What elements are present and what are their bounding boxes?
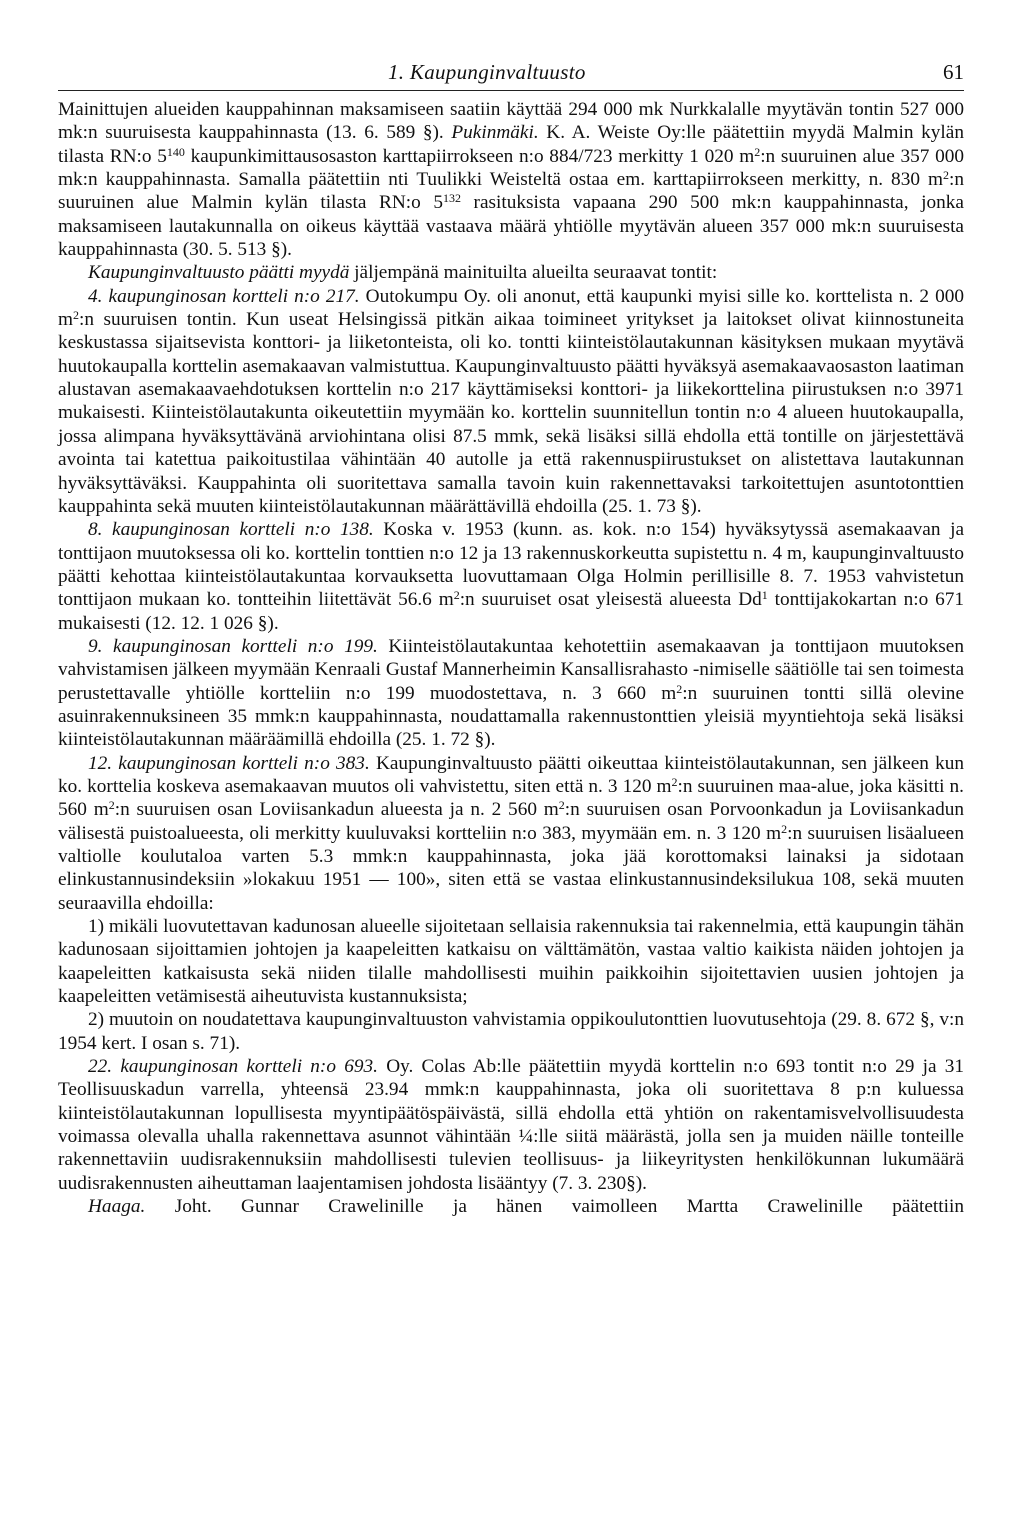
superscript: 2	[781, 821, 788, 836]
text-run: tonttijakokartan n:o 671 mukaisesti (12. 12. 1 026 §).	[58, 589, 965, 634]
superscript: 1	[761, 588, 768, 603]
superscript: 2	[108, 798, 115, 813]
italic-heading: 4. kaupunginosan kortteli n:o 217.	[88, 285, 360, 307]
text-run: Kaupunginvaltuusto päätti oikeuttaa kiinteistölautakunnan, sen jälkeen kun ko. korttelia koskeva asemakaavan muutos oli vahvistettu, siten että n. 3 120 m	[58, 752, 964, 797]
paragraph	[58, 915, 964, 1008]
italic-heading: Kaupunginvaltuusto päätti myydä	[88, 262, 350, 284]
paragraph	[58, 98, 964, 261]
text-run: Koska v. 1953 (kunn. as. kok. n:o 154) hyväksytyssä asemakaavan ja tonttijaon muutoksessa oli ko. korttelin tonttien n:o 12 ja 13 rakennuskorkeutta supistettu n. 4 m, kaupunginvaltuusto päätti kehottaa kiinteistölautakuntaa korvauksetta luovuttamaan Olga Holmin perillisille 8. 7. 1953 vahvistetun tonttijaon mukaan ko. tontteihin liitettävät 56.6 m	[58, 519, 964, 611]
italic-heading: 9. kaupunginosan kortteli n:o 199.	[88, 635, 378, 657]
paragraph	[58, 1195, 964, 1218]
text-run: rasituksista vapaana 290 500 mk:n kauppahinnasta, jonka maksamiseen lautakunnalla on oikeus käyttää vastaava määrä yhtiölle myytävän alueen 357 000 mk:n suuruisesta kauppahinnasta (30. 5. 513 §).	[58, 192, 964, 261]
text-run: 1) mikäli luovutettavan kadunosan alueelle sijoitetaan sellaisia rakennuksia tai rakennelmia, että kaupungin tähän kadunosaan sijoittamien johtojen ja kaapeleitten katkaisu on välttämätön, vastaa valtio kaikista näiden johtojen ja kaapeleitten katkaisusta sekä niiden tilalle mahdollisesti muihin paikkoihin sijoitettavien uusien johtojen ja kaapeleitten vetämisestä aiheutuvista kustannuksista;	[58, 916, 964, 1008]
italic-heading: 12. kaupunginosan kortteli n:o 383.	[88, 752, 370, 774]
superscript: 2	[558, 798, 565, 813]
paragraph	[58, 285, 964, 518]
header-rule	[58, 90, 964, 91]
italic-heading: 22. kaupunginosan kortteli n:o 693.	[88, 1056, 378, 1078]
italic-heading: 8. kaupunginosan kortteli n:o 138.	[88, 519, 374, 541]
text-run: :n suuruinen maa-alue, joka käsitti n. 560 m	[58, 775, 964, 821]
text-run: Joht. Gunnar Crawelinille ja hänen vaimolleen Martta Crawelinille päätettiin	[145, 1196, 964, 1218]
paragraph	[58, 261, 964, 284]
superscript: 2	[453, 588, 460, 603]
superscript: 140	[166, 144, 185, 159]
superscript: 2	[671, 774, 678, 789]
italic-heading: Pukinmäki.	[451, 122, 539, 144]
superscript: 2	[754, 144, 761, 159]
text-run: :n suuruisen osan Porvoonkadun ja Loviisankadun välisestä puistoalueesta, oli merkitty kuuluvaksi kortteliin n:o 383, myymään em. n. 3 120 m	[58, 799, 964, 844]
text-run: 2) muutoin on noudatettava kaupunginvaltuuston vahvistamia oppikoulutonttien luovutusehtoja (29. 8. 672 §, v:n 1954 kert. I osan s. 71).	[58, 1009, 964, 1054]
text-run: :n suuruinen alue 357 000 mk:n kauppahinnasta. Samalla päätettiin nti Tuulikki Weisteltä ostaa em. karttapiirrokseen merkitty, n. 830 m	[58, 145, 964, 191]
text-run: :n suuruiset osat yleisestä alueesta Dd	[459, 589, 762, 611]
paragraph	[58, 635, 964, 752]
text-run: Kiinteistölautakuntaa kehotettiin asemakaavan ja tonttijaon muutoksen vahvistamisen jälkeen myymään Kenraali Gustaf Mannerheimin Kansallisrahasto -nimiselle säätiölle tai sen toimesta perustettavalle yhtiölle kortteliin n:o 199 muodostettava, n. 3 660 m	[58, 635, 964, 704]
text-run: Oy. Colas Ab:lle päätettiin myydä korttelin n:o 693 tontit n:o 29 ja 31 Teollisuuskadun varrella, yhteensä 23.94 mmk:n kauppahinnasta, joka oli suoritettava 8 p:n kuluessa kiinteistölautakunnan lopullisesta myyntipäätöspäivästä, sillä ehdolla että yhtiön on rakentamisvelvollisuudesta voimassa olevalla uhalla rakennettava asunnot vähintään ¼:lle siitä määrästä, jolla sen ja muiden näille tonteille rakennettaviin uudisrakennuksiin mahdollisesti tulevien teollisuus- ja liikeyritysten henkilökunnan lukumäärä uudisrakennusten aiheuttaman laajentamisen johdosta lisääntyy (7. 3. 230§).	[58, 1056, 965, 1194]
superscript: 132	[442, 191, 461, 206]
text-run: :n suuruisen tontin. Kun useat Helsingissä pitkän aikaa toimineet yritykset ja laitokset olivat kiinnostuneita keskustassa sijaitsevista konttori- ja liiketonteista, oli ko. tontti kiinteistölautakunnan käsityksen mukaan myytävä huutokaupalla korttelin asemakaavan valmistuttua. Kaupunginvaltuusto päätti hyväksyä asemakaavaosaston laatiman alustavan asemakaavaehdotuksen korttelin n:o 217 käyttämiseksi konttori- ja liikekorttelina piirustuksen n:o 3971 mukaisesti. Kiinteistölautakunta oikeutettiin myymään ko. korttelin suunnitellun tontin n:o 4 alueen huutokaupalla, jossa alimpana hyväksyttävänä arviohintana olisi 87.5 mmk, sekä lisäksi sillä ehdolla että tontille on järjestettävä avointa tai katettua paikoitustilaa vähintään 40 autolle ja että rakennuspiirustukset on alistettava lautakunnan hyväksyttäväksi. Kauppahinta oli suoritettava samalla tavoin kuin rakennettavaksi tarkoitettujen asuntotonttien kauppahinta sekä muuten kiinteistölautakunnan määrättävillä ehdoilla (25. 1. 73 §).	[58, 309, 964, 517]
text-run: :n suuruisen lisäalueen valtiolle koulutaloa varten 5.3 mmk:n kauppahinnasta, joka jää korottomaksi lainaksi ja sidotaan elinkustannusindeksiin »lokakuu 1951 — 100», siten että se vastaa elinkustannusindeksilukua 108, sekä muuten seuraavilla ehdoilla:	[58, 822, 965, 914]
text-run: kaupunkimittausosaston karttapiirrokseen n:o 884/723 merkitty 1 020 m	[184, 145, 755, 167]
text-run: :n suuruisen osan Loviisankadun alueesta ja n. 2 560 m	[114, 799, 559, 821]
text-run: jäljempänä mainituilta alueilta seuraavat tontit:	[349, 262, 718, 284]
paragraph	[58, 752, 964, 915]
superscript: 2	[943, 168, 949, 183]
superscript: 2	[73, 308, 79, 323]
text-run: K. A. Weiste Oy:lle päätettiin myydä Malmin kylän tilasta RN:o 5	[58, 122, 964, 167]
paragraph	[58, 518, 964, 635]
page-number: 61	[943, 60, 964, 84]
running-header	[58, 60, 964, 86]
paragraph	[58, 1008, 964, 1055]
superscript: 2	[676, 681, 683, 696]
text-run: Mainittujen alueiden kauppahinnan maksamiseen saatiin käyttää 294 000 mk Nurkkalalle myytävän tontin 527 000 mk:n suuruisesta kauppahinnasta (13. 6. 589 §).	[58, 99, 964, 144]
text-run: Outokumpu Oy. oli anonut, että kaupunki myisi sille ko. korttelista n. 2 000 m	[58, 285, 964, 331]
chapter-title: 1. Kaupunginvaltuusto	[388, 60, 586, 84]
text-run: :n suuruinen tontti sillä olevine asuinrakennuksineen 35 mmk:n kauppahinnasta, noudattamalla rakennustonttien yleisiä myyntiehtoja sekä lisäksi kiinteistölautakunnan määräämillä ehdoilla (25. 1. 72 §).	[58, 682, 965, 751]
italic-heading: Haaga.	[88, 1196, 146, 1218]
body-text	[58, 98, 964, 1219]
paragraph	[58, 1055, 964, 1195]
text-run: :n suuruinen alue Malmin kylän tilasta RN:o 5	[58, 169, 964, 214]
